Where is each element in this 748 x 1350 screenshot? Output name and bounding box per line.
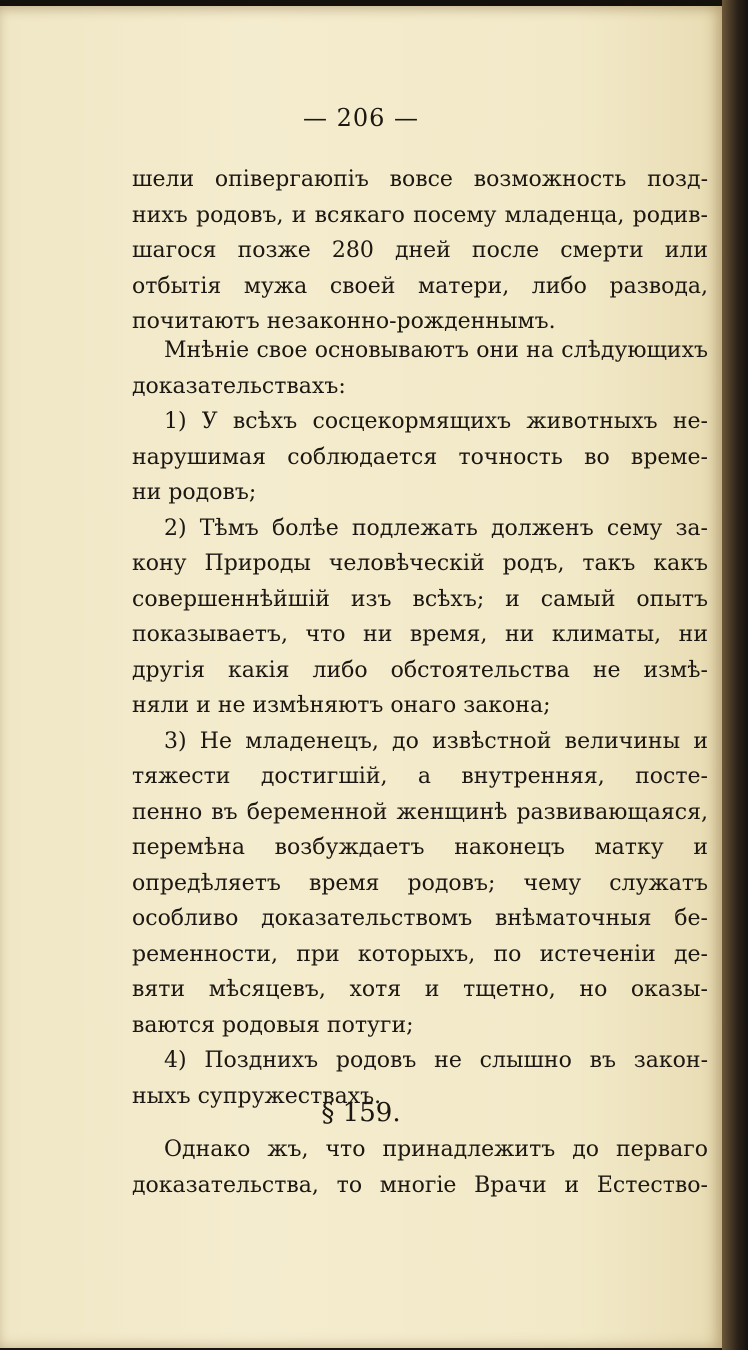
text-line: особливо доказательствомъ внѣматочныя бе- (132, 906, 708, 931)
text-line: 3) Не младенецъ, до извѣстной величины и (164, 728, 708, 754)
text-line: шели опівергаюпіъ вовсе возможность позд- (132, 167, 708, 192)
paragraph-arguments (132, 333, 708, 1114)
text-line: перемѣна возбуждаетъ наконецъ матку и (132, 835, 708, 860)
text-line: пенно въ беременной женщинѣ развивающаяся, (132, 799, 708, 825)
text-line: 1) У всѣхъ сосцекормящихъ животныхъ не- (164, 409, 708, 434)
page-number: — 206 — (302, 104, 420, 132)
text-line: почитаютъ незаконно-рожденнымъ. (132, 309, 556, 334)
paragraph-section-159 (132, 1132, 708, 1203)
text-line: доказательствахъ: (132, 373, 346, 399)
section-heading: § 159. (321, 1098, 401, 1128)
text-line: 4) Позднихъ родовъ не слышно въ закон- (164, 1048, 708, 1073)
text-line: Мнѣніе свое основываютъ они на слѣдующихъ (164, 338, 708, 363)
text-line: кону Природы человѣческій родъ, такъ какъ (132, 551, 708, 576)
text-line: 2) Тѣмъ болѣе подлежать долженъ сему за- (164, 515, 708, 541)
book-spine-edge (722, 0, 748, 1350)
text-line: шагося позже 280 дней после смерти или (132, 238, 708, 263)
text-line: опредѣляетъ время родовъ; чему служатъ (132, 870, 708, 896)
text-line: ваются родовыя потуги; (132, 1012, 414, 1038)
text-line: показываетъ, что ни время, ни климаты, ни (132, 622, 708, 647)
text-line: отбытія мужа своей матери, либо развода, (132, 273, 708, 299)
text-line: ременности, при которыхъ, по истеченіи де- (132, 941, 708, 967)
text-line: ни родовъ; (132, 480, 257, 505)
text-line: совершеннѣйшій изъ всѣхъ; и самый опытъ (132, 586, 708, 612)
text-line: нарушимая соблюдается точность во време- (132, 444, 708, 470)
text-line: Однако жъ, что принадлежитъ до перваго (164, 1137, 708, 1162)
text-line: вяти мѣсяцевъ, хотя и тщетно, но оказы- (132, 977, 708, 1002)
text-line: доказательства, то многіе Врачи и Естество- (132, 1172, 708, 1198)
text-line: другія какія либо обстоятельства не измѣ- (132, 657, 708, 683)
paragraph-continuation (132, 162, 708, 340)
book-page (0, 6, 722, 1348)
text-line: нихъ родовъ, и всякаго посему младенца, родив- (132, 202, 708, 228)
text-line: ныхъ супружествахъ. (132, 1083, 382, 1109)
text-line: няли и не измѣняютъ онаго закона; (132, 693, 551, 718)
text-line: тяжести достигшій, а внутренняя, посте- (132, 764, 708, 789)
